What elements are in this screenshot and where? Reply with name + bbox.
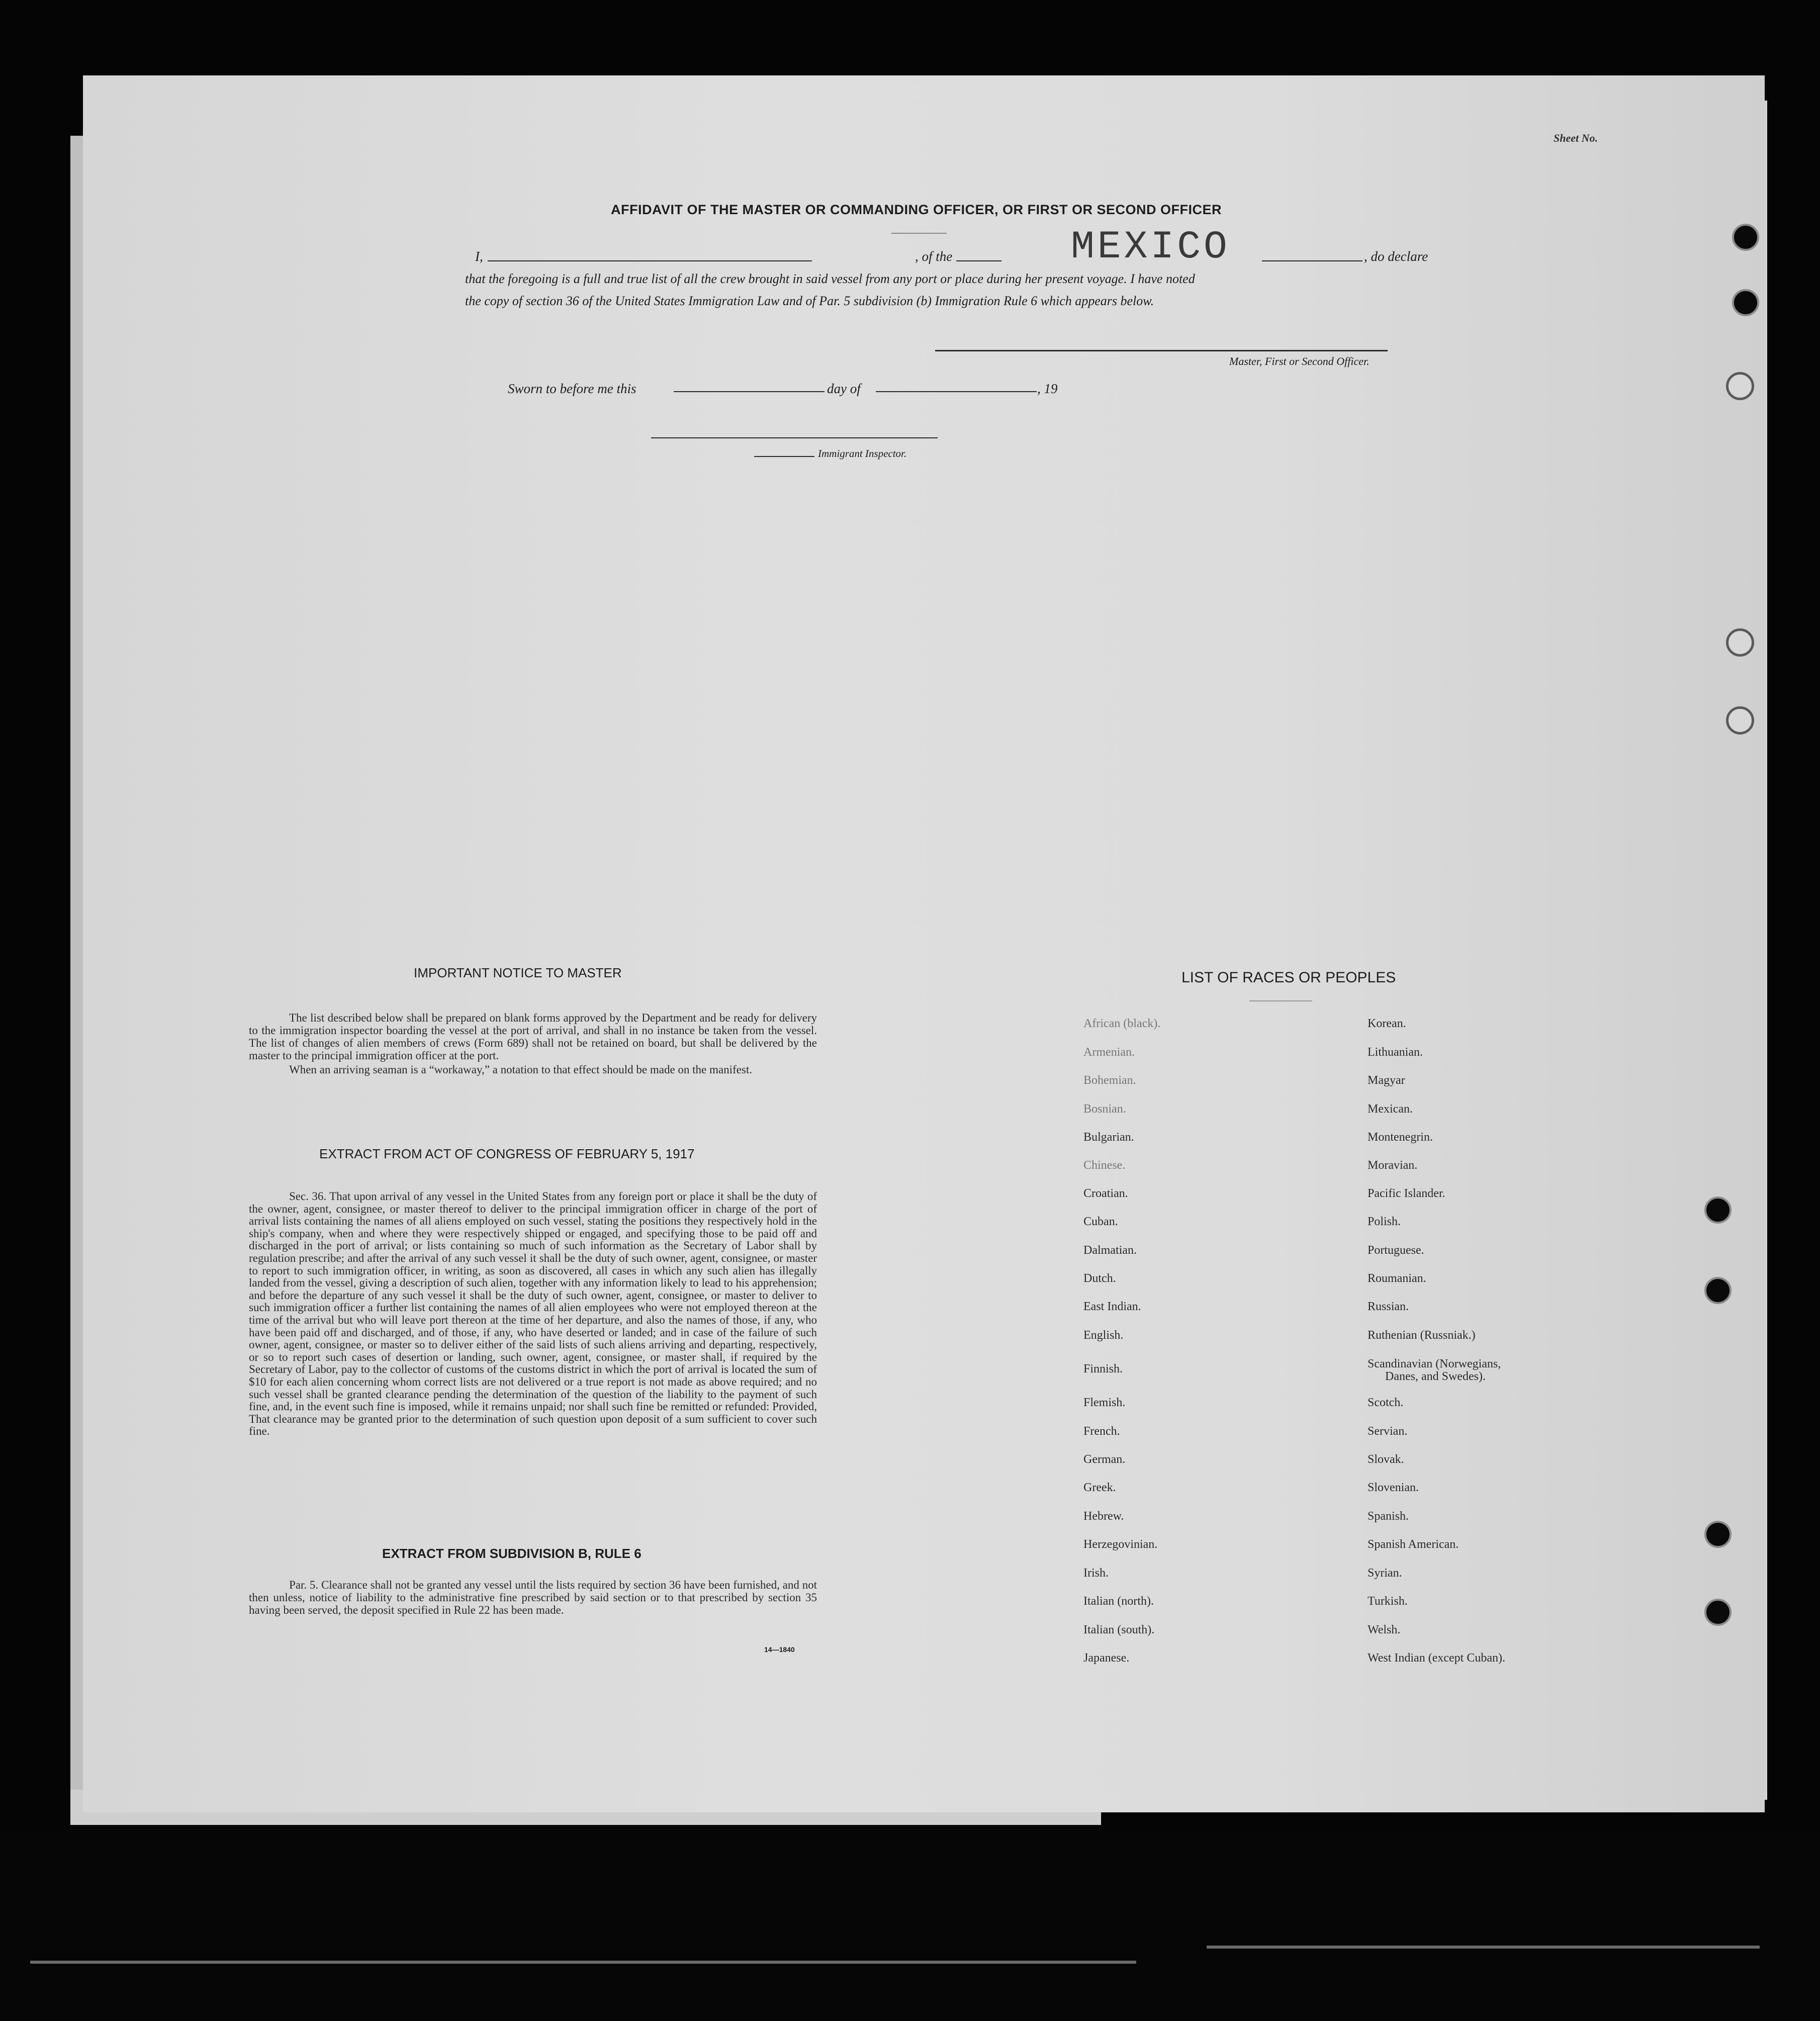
sworn-prefix: Sworn to before me this xyxy=(508,381,636,396)
binder-hole-icon xyxy=(1704,1599,1732,1626)
extract-act-title: EXTRACT FROM ACT OF CONGRESS OF FEBRUARY 5, 1917 xyxy=(319,1146,695,1161)
affidavit-title: AFFIDAVIT OF THE MASTER OR COMMANDING OFFICER, OR FIRST OR SECOND OFFICER xyxy=(611,202,1222,217)
race-left-item: Greek. xyxy=(1083,1481,1116,1494)
race-left-item: German. xyxy=(1083,1453,1126,1466)
sheet-number-label: Sheet No. xyxy=(1554,132,1598,144)
binder-hole-icon xyxy=(1704,1197,1732,1224)
race-right-item: Portuguese. xyxy=(1368,1244,1424,1257)
race-left-item: French. xyxy=(1083,1425,1120,1438)
inspector-short-line xyxy=(754,456,814,457)
notice-title: IMPORTANT NOTICE TO MASTER xyxy=(414,965,622,980)
race-left-item: Dalmatian. xyxy=(1083,1244,1137,1257)
race-left-item: East Indian. xyxy=(1083,1300,1141,1313)
affidavit-line-2: that the foregoing is a full and true list of all the crew brought in said vessel from any port or place during her present voyage. I have noted xyxy=(465,271,1195,286)
race-right-item: Montenegrin. xyxy=(1368,1131,1433,1144)
extract-rule-body: Par. 5. Clearance shall not be granted any vessel until the lists required by section 36 have been furnished, and not then unless, notice of liability to the administrative fine prescribed by said section or to that prescribed by section 35 having been served, the deposit specified in Rule 22 has been made. xyxy=(249,1579,817,1616)
vessel-blank-line-a xyxy=(956,260,1002,261)
binder-hole-icon xyxy=(1726,372,1754,400)
races-title-rule xyxy=(1249,1000,1312,1001)
master-signature-label: Master, First or Second Officer. xyxy=(1229,355,1370,368)
affidavit-of-the: , of the xyxy=(915,249,953,264)
race-left-item: Bulgarian. xyxy=(1083,1131,1134,1144)
race-right-item: Russian. xyxy=(1368,1300,1409,1313)
race-left-item: Cuban. xyxy=(1083,1215,1118,1228)
race-left-item: African (black). xyxy=(1083,1017,1161,1030)
race-right-item: Ruthenian (Russniak.) xyxy=(1368,1329,1476,1342)
race-left-item: English. xyxy=(1083,1329,1124,1342)
extract-act-body: Sec. 36. That upon arrival of any vessel in the United States from any foreign port or place it shall be the duty of the owner, agent, consignee, or master thereof to deliver to the principal immigration officer in charge of the port of arrival lists containing the names of all aliens employed on such vessel, stating the positions they respectively hold in the ship's company, when and where they were respectively shipped or engaged, and specifying those to be paid off and discharged in the port of arrival; or lists containing so much of such information as the Secretary of Labor shall by regulation prescribe; and after the arrival of any such vessel it shall be the duty of such owner, agent, consignee, or master to report to such immigration officer, in writing, as soon as discovered, all cases in which any such alien has illegally landed from the vessel, giving a description of such alien, together with any information likely to lead to his apprehension; and before the departure of any such vessel it shall be the duty of such owner, agent, consignee, or master to deliver to such immigration officer a further list containing the names of all alien employees who were not employed thereon at the time of the arrival but who will leave port thereon at the time of her departure, and also the names of those, if any, who have been paid off and discharged, and of those, if any, who have deserted or landed; and in case of the failure of such owner, agent, consignee, or master so to deliver either of the said lists of such aliens arriving and departing, respectively, or so to report such cases of desertion or landing, such owner, agent, consignee, or master shall, if required by the Secretary of Labor, pay to the collector of customs of the customs district in which the port of arrival is located the sum of $10 for each alien concerning whom correct lists are not delivered or a true report is not made as above required; and no such vessel shall be granted clearance pending the determination of the question of the liability to the payment of such fine, and, in the event such fine is imposed, while it remains unpaid; nor shall such fine be remitted or refunded: Provided, That clearance may be granted prior to the determination of such question upon deposit of a sum sufficient to cover such fine. xyxy=(249,1190,817,1438)
race-right-item: Lithuanian. xyxy=(1368,1046,1423,1059)
race-left-item: Irish. xyxy=(1083,1567,1109,1580)
notice-paragraph-2: When an arriving seaman is a “workaway,” a notation to that effect should be made on the manifest. xyxy=(289,1063,752,1076)
race-right-item: Turkish. xyxy=(1368,1595,1408,1608)
race-right-item: Slovak. xyxy=(1368,1453,1404,1466)
race-right-item: Moravian. xyxy=(1368,1159,1418,1172)
race-left-item: Croatian. xyxy=(1083,1187,1128,1200)
sworn-day-line[interactable] xyxy=(674,391,825,392)
race-right-item: Servian. xyxy=(1368,1425,1408,1438)
binder-hole-icon xyxy=(1704,1277,1732,1304)
race-left-item: Italian (south). xyxy=(1083,1623,1155,1636)
race-right-item: Mexican. xyxy=(1368,1103,1413,1116)
race-right-item: Polish. xyxy=(1368,1215,1401,1228)
race-left-item: Bosnian. xyxy=(1083,1103,1126,1116)
race-left-item: Finnish. xyxy=(1083,1362,1123,1375)
sworn-day-of: day of xyxy=(827,381,861,396)
binder-hole-icon xyxy=(1732,224,1759,251)
races-title: LIST OF RACES OR PEOPLES xyxy=(1181,969,1396,986)
race-right-item: Scandinavian (Norwegians, xyxy=(1368,1357,1501,1370)
race-right-item: Syrian. xyxy=(1368,1567,1402,1580)
race-left-item: Dutch. xyxy=(1083,1272,1116,1285)
affidavit-line-3: the copy of section 36 of the United States Immigration Law and of Par. 5 subdivision (b) Immigration Rule 6 which appears below. xyxy=(465,294,1154,308)
race-right-item: Magyar xyxy=(1368,1074,1405,1087)
race-left-item: Bohemian. xyxy=(1083,1074,1136,1087)
race-right-item: Welsh. xyxy=(1368,1623,1401,1636)
race-right-item: West Indian (except Cuban). xyxy=(1368,1651,1505,1665)
race-left-item: Chinese. xyxy=(1083,1159,1126,1172)
race-right-item: Korean. xyxy=(1368,1017,1406,1030)
binder-hole-icon xyxy=(1726,628,1754,657)
name-blank-line[interactable] xyxy=(488,260,812,261)
race-left-item: Italian (north). xyxy=(1083,1595,1154,1608)
notice-paragraph-1: The list described below shall be prepared on blank forms approved by the Department and be ready for delivery to the immigration inspector boarding the vessel at the port of arrival, and shall in no instance be taken from the vessel. The list of changes of alien members of crews (Form 689) shall not be retained on board, but shall be delivered by the master to the principal immigration officer at the port. xyxy=(249,1012,817,1062)
sworn-month-line[interactable] xyxy=(876,391,1037,392)
race-right-item: Slovenian. xyxy=(1368,1481,1419,1494)
vessel-name-stamp: MEXICO xyxy=(1071,225,1230,269)
sworn-year: , 19 xyxy=(1037,381,1058,396)
race-left-item: Japanese. xyxy=(1083,1651,1130,1665)
affidavit-title-rule xyxy=(891,233,947,234)
scan-artifact-line xyxy=(30,1961,1136,1964)
race-right-item: Spanish. xyxy=(1368,1510,1409,1523)
inspector-signature-line[interactable] xyxy=(651,437,938,438)
extract-rule-title: EXTRACT FROM SUBDIVISION B, RULE 6 xyxy=(382,1546,642,1561)
race-right-item: Pacific Islander. xyxy=(1368,1187,1445,1200)
vessel-blank-line-b xyxy=(1262,260,1362,261)
master-signature-line[interactable] xyxy=(935,350,1388,351)
binder-hole-icon xyxy=(1726,706,1754,734)
race-right-item: Spanish American. xyxy=(1368,1538,1459,1551)
race-right-item: Danes, and Swedes). xyxy=(1385,1370,1486,1383)
race-left-item: Herzegovinian. xyxy=(1083,1538,1158,1551)
race-right-item: Roumanian. xyxy=(1368,1272,1426,1285)
scan-artifact-line xyxy=(1207,1946,1760,1949)
scan-bottom-margin xyxy=(0,1830,1820,2021)
race-right-item: Scotch. xyxy=(1368,1396,1404,1409)
form-number: 14—1840 xyxy=(764,1645,795,1653)
affidavit-do-declare: , do declare xyxy=(1364,249,1428,264)
binder-hole-icon xyxy=(1732,289,1759,316)
inspector-label: Immigrant Inspector. xyxy=(818,447,907,460)
form-page xyxy=(83,75,1765,1812)
binder-hole-icon xyxy=(1704,1521,1732,1548)
race-left-item: Hebrew. xyxy=(1083,1510,1124,1523)
race-left-item: Flemish. xyxy=(1083,1396,1126,1409)
race-left-item: Armenian. xyxy=(1083,1046,1135,1059)
affidavit-i: I, xyxy=(475,249,483,264)
